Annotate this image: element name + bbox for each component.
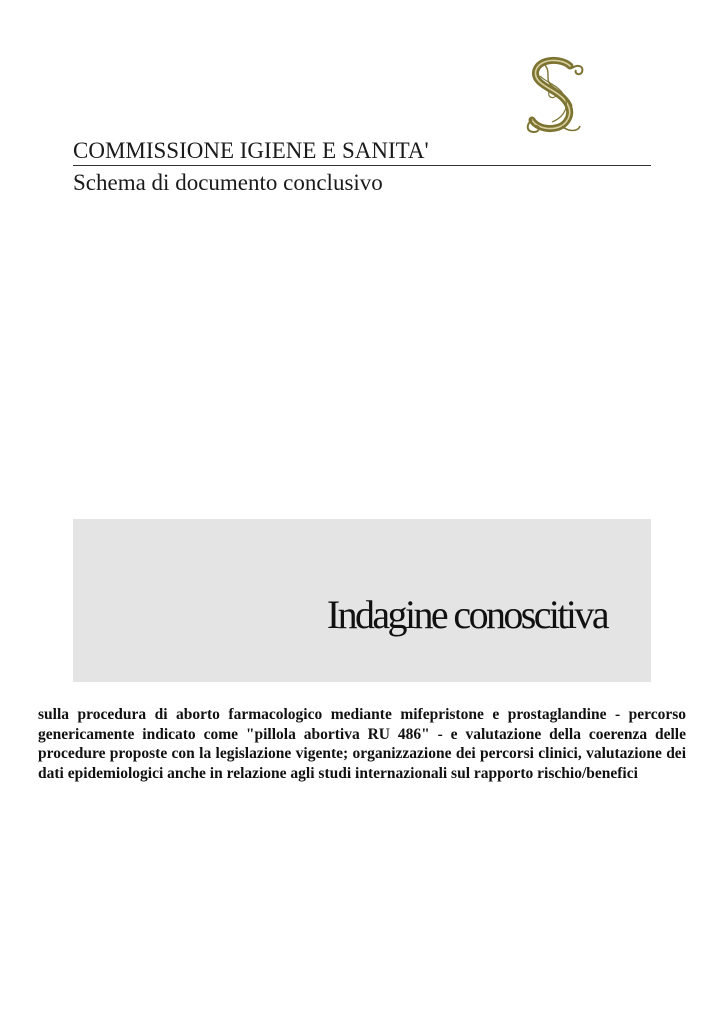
committee-title: COMMISSIONE IGIENE E SANITA'	[73, 138, 429, 163]
senate-s-logo-icon	[522, 56, 588, 136]
title-banner	[73, 519, 651, 682]
inquiry-description: sulla procedura di aborto farmacologico mediante mifepristone e prostaglandine - percorso genericamente indicato come "pillola abortiva RU 486" - e valutazione della coerenza delle procedure proposte con la legislazione vigente; organizzazione dei percorsi clinici, valutazione dei dati epidemiologici anche in relazione agli studi internazionali sul rapporto rischio/benefici	[38, 706, 686, 782]
document-subtitle: Schema di documento conclusivo	[73, 170, 383, 195]
title-divider	[73, 165, 651, 166]
banner-title: Indagine conoscitiva	[326, 592, 607, 637]
